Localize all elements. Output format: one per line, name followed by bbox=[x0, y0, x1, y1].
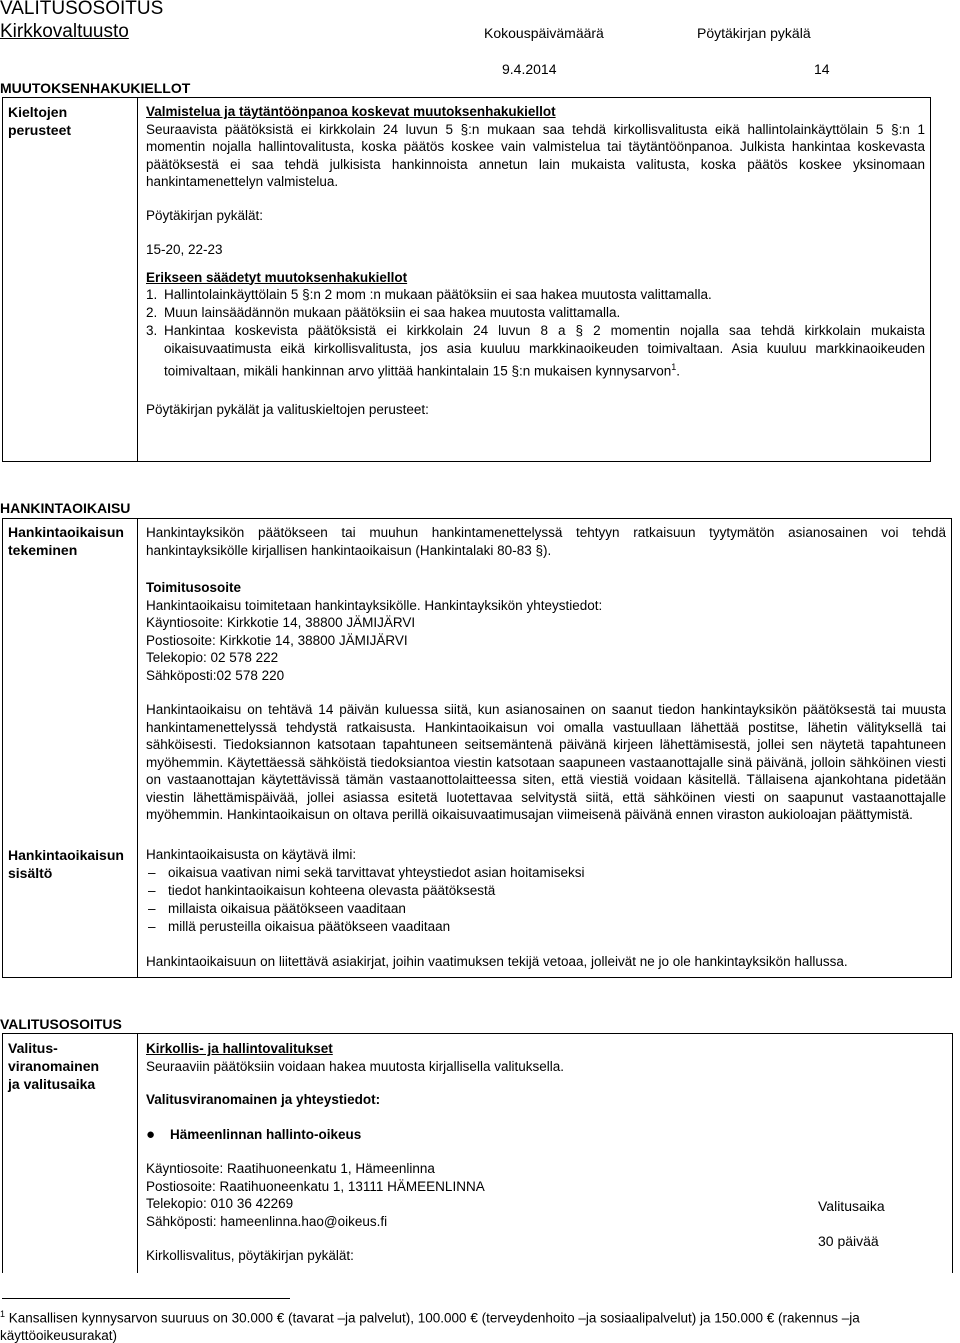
dash-bullet-icon: – bbox=[148, 918, 156, 934]
restriction-number: 1. bbox=[146, 287, 158, 302]
authority-visiting-address: Käyntiosoite: Raatihuoneenkatu 1, Hämeenlinna bbox=[146, 1161, 435, 1176]
appeal-sections-label: Kirkollisvalitus, pöytäkirjan pykälät: bbox=[146, 1248, 354, 1263]
procurement-content-requirements bbox=[146, 846, 946, 970]
authority-postal-address: Postiosoite: Raatihuoneenkatu 1, 13111 HÄMEENLINNA bbox=[146, 1178, 485, 1194]
restriction-item bbox=[146, 286, 925, 304]
procurement-intro: Hankintayksikön päätökseen tai muuhun hankintamenettelyssä tehtyyn ratkaisuun tyytymätön asianosainen voi tehdä hankintayksikölle kirjallisen hankintaoikaisun (Hankintalaki 80-83 §). bbox=[146, 525, 946, 558]
procurement-deadline: Hankintaoikaisu on tehtävä 14 päivän kuluessa siitä, kun asianosainen on saanut tiedon hankintayksikön päätöksestä tai muusta hankintamenettelyssä tehdystä ratkaisusta. Hankintaoikaisun voi omalla vastuullaan lähettää postitse, lähetin välityksellä tai sähköisesti. Tiedoksiannon katsotaan tapahtuneen seitsemäntenä päivänä kirjeen lähettämisestä, jollei sen näytetä tapahtuneen myöhemmin. Käytettäessä sähköistä tiedoksiantoa viestin katsotaan saapuneen vastaanottajalle sinä päivänä, jolloin sähköinen viesti on vastaanottajan käytettävissä tämän vastaanottolaitteessa siten, että viestiä voidaan käsitellä. Tällaisena ajankohtana pidetään viestin lähettämispäivää, jollei asiassa esitetä luotettavaa selvitystä siitä, että sähköinen viesti on saapunut vastaanottajalle myöhemmin. Hankintaoikaisun on oltava perillä oikaisuvaatimusajan viimeisenä päivänä ennen viraston aukioloajan päättymistä. bbox=[146, 702, 946, 822]
content-item bbox=[146, 918, 946, 936]
restriction-item bbox=[146, 322, 925, 381]
dash-bullet-icon: – bbox=[148, 900, 156, 916]
section-number: 14 bbox=[814, 61, 830, 77]
attachments-note: Hankintaoikaisuun on liitettävä asiakirjat, joihin vaatimuksen tekijä vetoaa, jolleivät ne jo ole hankintayksikön hallussa. bbox=[146, 953, 848, 969]
restriction-list bbox=[146, 286, 925, 381]
sections-value: 15-20, 22-23 bbox=[146, 242, 223, 257]
restrictions-divider bbox=[137, 97, 138, 462]
footnote-reference[interactable]: 1 bbox=[671, 362, 677, 372]
appeal-period-value: 30 päivää bbox=[818, 1233, 879, 1249]
restriction-text: Muun lainsäädännön mukaan päätöksiin ei saa hakea muutosta valittamalla. bbox=[164, 305, 621, 320]
restrictions-title: MUUTOKSENHAKUKIELLOT bbox=[0, 80, 191, 96]
document-type: VALITUSOSOITUS bbox=[0, 0, 164, 19]
meeting-date-label: Kokouspäivämäärä bbox=[484, 25, 604, 41]
appeal-intro: Seuraaviin päätöksiin voidaan hakea muutosta kirjallisella valituksella. bbox=[146, 1058, 564, 1074]
procurement-label-content: Hankintaoikaisun sisältö bbox=[8, 847, 124, 881]
procurement-divider bbox=[137, 518, 138, 978]
authority-name: ● Hämeenlinnan hallinto-oikeus bbox=[146, 1125, 362, 1143]
footnote-separator bbox=[2, 1298, 290, 1299]
section-label: Pöytäkirjan pykälä bbox=[697, 25, 811, 41]
delivery-address-line: Hankintaoikaisu toimitetaan hankintayksikölle. Hankintayksikön yhteystiedot: bbox=[146, 597, 603, 613]
procurement-label-submit: Hankintaoikaisun tekeminen bbox=[8, 524, 124, 558]
content-item bbox=[146, 882, 946, 900]
restrictions-side-label: Kieltojen perusteet bbox=[8, 104, 72, 138]
delivery-address-heading: Toimitusosoite bbox=[146, 580, 242, 595]
reasons-label: Pöytäkirjan pykälät ja valituskieltojen perusteet: bbox=[146, 401, 429, 417]
bullet-icon: ● bbox=[146, 1125, 156, 1143]
restriction-number: 2. bbox=[146, 305, 158, 320]
authority-email: Sähköposti: hameenlinna.hao@oikeus.fi bbox=[146, 1213, 388, 1229]
content-intro: Hankintaoikaisusta on käytävä ilmi: bbox=[146, 847, 357, 862]
separate-restrictions-heading: Erikseen säädetyt muutoksenhakukiellot bbox=[146, 269, 408, 285]
appeal-content bbox=[146, 1040, 786, 1265]
sections-label: Pöytäkirjan pykälät: bbox=[146, 207, 264, 223]
content-item-text: millä perusteilla oikaisua päätökseen vaaditaan bbox=[168, 918, 451, 934]
footnote-mark: 1 bbox=[0, 1309, 6, 1319]
restriction-item bbox=[146, 304, 925, 322]
content-item bbox=[146, 864, 946, 882]
footnote bbox=[0, 1306, 900, 1343]
content-item-text: oikaisua vaativan nimi sekä tarvittavat yhteystiedot asian hoitamiseksi bbox=[168, 864, 585, 880]
appeal-top-border bbox=[2, 1033, 952, 1034]
fax-number: Telekopio: 02 578 222 bbox=[146, 650, 279, 665]
postal-address: Postiosoite: Kirkkotie 14, 38800 JÄMIJÄRVI bbox=[146, 632, 408, 648]
restriction-text: Hankintaa koskevista päätöksistä ei kirkkolain 24 luvun 8 a § 2 momentin nojalla saa tehdä kirkkolain mukaista oikaisuvaatimusta eikä kirkollisvalitusta, jos asia kuuluu markkinaoikeuden toimivaltaan. Asia kuuluu markkinaoikeuden toimivaltaan, mikäli hankinnan arvo ylittää hankintalain 15 §:n mukaisen kynnysarvon$^1$. bbox=[164, 323, 925, 379]
appeal-left-border bbox=[2, 1033, 3, 1273]
footnote-text: Kansallisen kynnysarvon suuruus on 30.000 € (tavarat –ja palvelut), 100.000 € (terveydenhoito –ja sosiaalipalvelut) ja 150.000 € (rakennus –ja käyttöoikeusurakat) bbox=[0, 1310, 860, 1343]
restrictions-content bbox=[146, 103, 925, 418]
appeal-period-label: Valitusaika bbox=[818, 1198, 885, 1214]
dash-bullet-icon: – bbox=[148, 882, 156, 898]
visiting-address: Käyntiosoite: Kirkkotie 14, 38800 JÄMIJÄRVI bbox=[146, 615, 416, 630]
appeal-title: VALITUSOSOITUS bbox=[0, 1016, 122, 1032]
email-address: Sähköposti:02 578 220 bbox=[146, 667, 285, 683]
procurement-content bbox=[146, 524, 946, 824]
content-item-text: tiedot hankintaoikaisun kohteena olevasta päätöksestä bbox=[168, 882, 496, 898]
content-item bbox=[146, 900, 946, 918]
restrictions-heading: Valmistelua ja täytäntöönpanoa koskevat muutoksenhakukiellot bbox=[146, 104, 556, 119]
procurement-title: HANKINTAOIKAISU bbox=[0, 500, 131, 516]
authority-heading: Valitusviranomainen ja yhteystiedot: bbox=[146, 1092, 381, 1107]
restriction-number: 3. bbox=[146, 323, 158, 338]
meeting-date: 9.4.2014 bbox=[502, 61, 557, 77]
authority-fax: Telekopio: 010 36 42269 bbox=[146, 1196, 294, 1211]
restriction-text: Hallintolainkäyttölain 5 §:n 2 mom :n mukaan päätöksiin ei saa hakea muutosta valittamalla. bbox=[164, 287, 712, 302]
dash-bullet-icon: – bbox=[148, 864, 156, 880]
appeal-right-border bbox=[952, 1033, 953, 1273]
appeal-side-label: Valitus- viranomainen ja valitusaika bbox=[8, 1040, 100, 1092]
restrictions-paragraph: Seuraavista päätöksistä ei kirkkolain 24 luvun 5 §:n mukaan saa tehdä kirkollisvalitusta eikä hallintolainkäyttölain 5 §:n 1 momentin nojalla hallintovalitusta, koska päätös koskee vain valmistelua tai täytäntöönpanoa. Julkista hankintaa koskevasta päätöksestä ei saa tehdä julkisista hankinnoista annetun lain mukaista valitusta, koska päätös koskee yksinomaan hankintamenettelyn valmistelua. bbox=[146, 121, 925, 189]
appeal-divider bbox=[137, 1033, 138, 1273]
content-item-text: millaista oikaisua päätökseen vaaditaan bbox=[168, 900, 406, 916]
body-name: Kirkkovaltuusto bbox=[0, 21, 129, 42]
appeal-heading: Kirkollis- ja hallintovalitukset bbox=[146, 1041, 333, 1056]
